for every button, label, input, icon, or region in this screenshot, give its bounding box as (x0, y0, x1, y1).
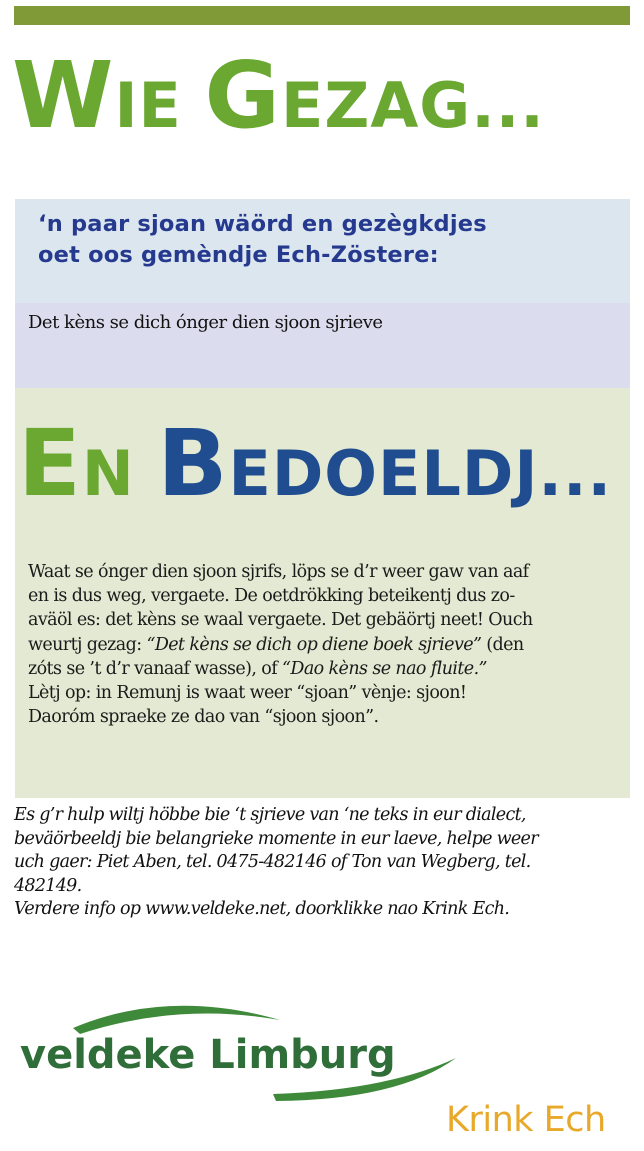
krink-ech: Krink Ech (446, 1100, 606, 1140)
footer-line: beväörbeeldj bie belangrieke momente in eur laeve, helpe weer (14, 828, 538, 849)
body-line: weurtj gezag: “Det kèns se dich op diene boek sjrieve” (den (28, 634, 524, 655)
footer-line: 482149. (14, 875, 82, 896)
body-line: Daoróm spraeke ze dao van “sjoon sjoon”. (28, 707, 379, 728)
meaning-text (28, 560, 634, 729)
subtitle (38, 209, 487, 271)
body-line: en is dus weg, vergaete. De oetdrökking beteikentj dus zo- (28, 586, 515, 607)
body-line: Lètj op: in Remunj is waat weer “sjoan” vènje: sjoon! (28, 683, 467, 704)
body-line: zóts se ’t d’r vanaaf wasse), of “Dao kèns se nao fluite.” (28, 658, 487, 679)
logo-wordmark: veldeke Limburg (20, 1032, 396, 1078)
logo-swoosh-top (73, 1006, 280, 1034)
footer-line: Es g’r hulp wiltj höbbe bie ‘t sjrieve van ‘ne teks in eur dialect, (14, 805, 526, 825)
body-line: Waat se ónger dien sjoon sjrifs, löps se d’r weer gaw van aaf (28, 562, 529, 582)
footer-line: uch gaer: Piet Aben, tel. 0475-482146 of Ton van Wegberg, tel. (14, 852, 531, 873)
subtitle-line: ‘n paar sjoan wäörd en gezègkdjes (38, 211, 487, 237)
phrase: Det kèns se dich ónger dien sjoon sjrieve (28, 312, 383, 333)
footer-line: Verdere info op www.veldeke.net, doorklikke nao Krink Ech. (14, 899, 510, 920)
quote: “Det kèns se dich op diene boek sjrieve” (146, 634, 482, 655)
subtitle-line: oet oos gemèndje Ech-Zöstere: (38, 242, 439, 268)
quote: “Dao kèns se nao fluite.” (282, 658, 487, 679)
contact-info (14, 804, 638, 922)
veldeke-limburg-logo (18, 990, 458, 1110)
title-en-bedoeldj: EN BEDOELDJ... (18, 410, 613, 517)
title-wie-gezag: WIE GEZAG... (12, 42, 545, 149)
top-bar (14, 6, 630, 25)
body-line: aväöl es: det kèns se waal vergaete. Det gebäörtj neet! Ouch (28, 610, 533, 631)
